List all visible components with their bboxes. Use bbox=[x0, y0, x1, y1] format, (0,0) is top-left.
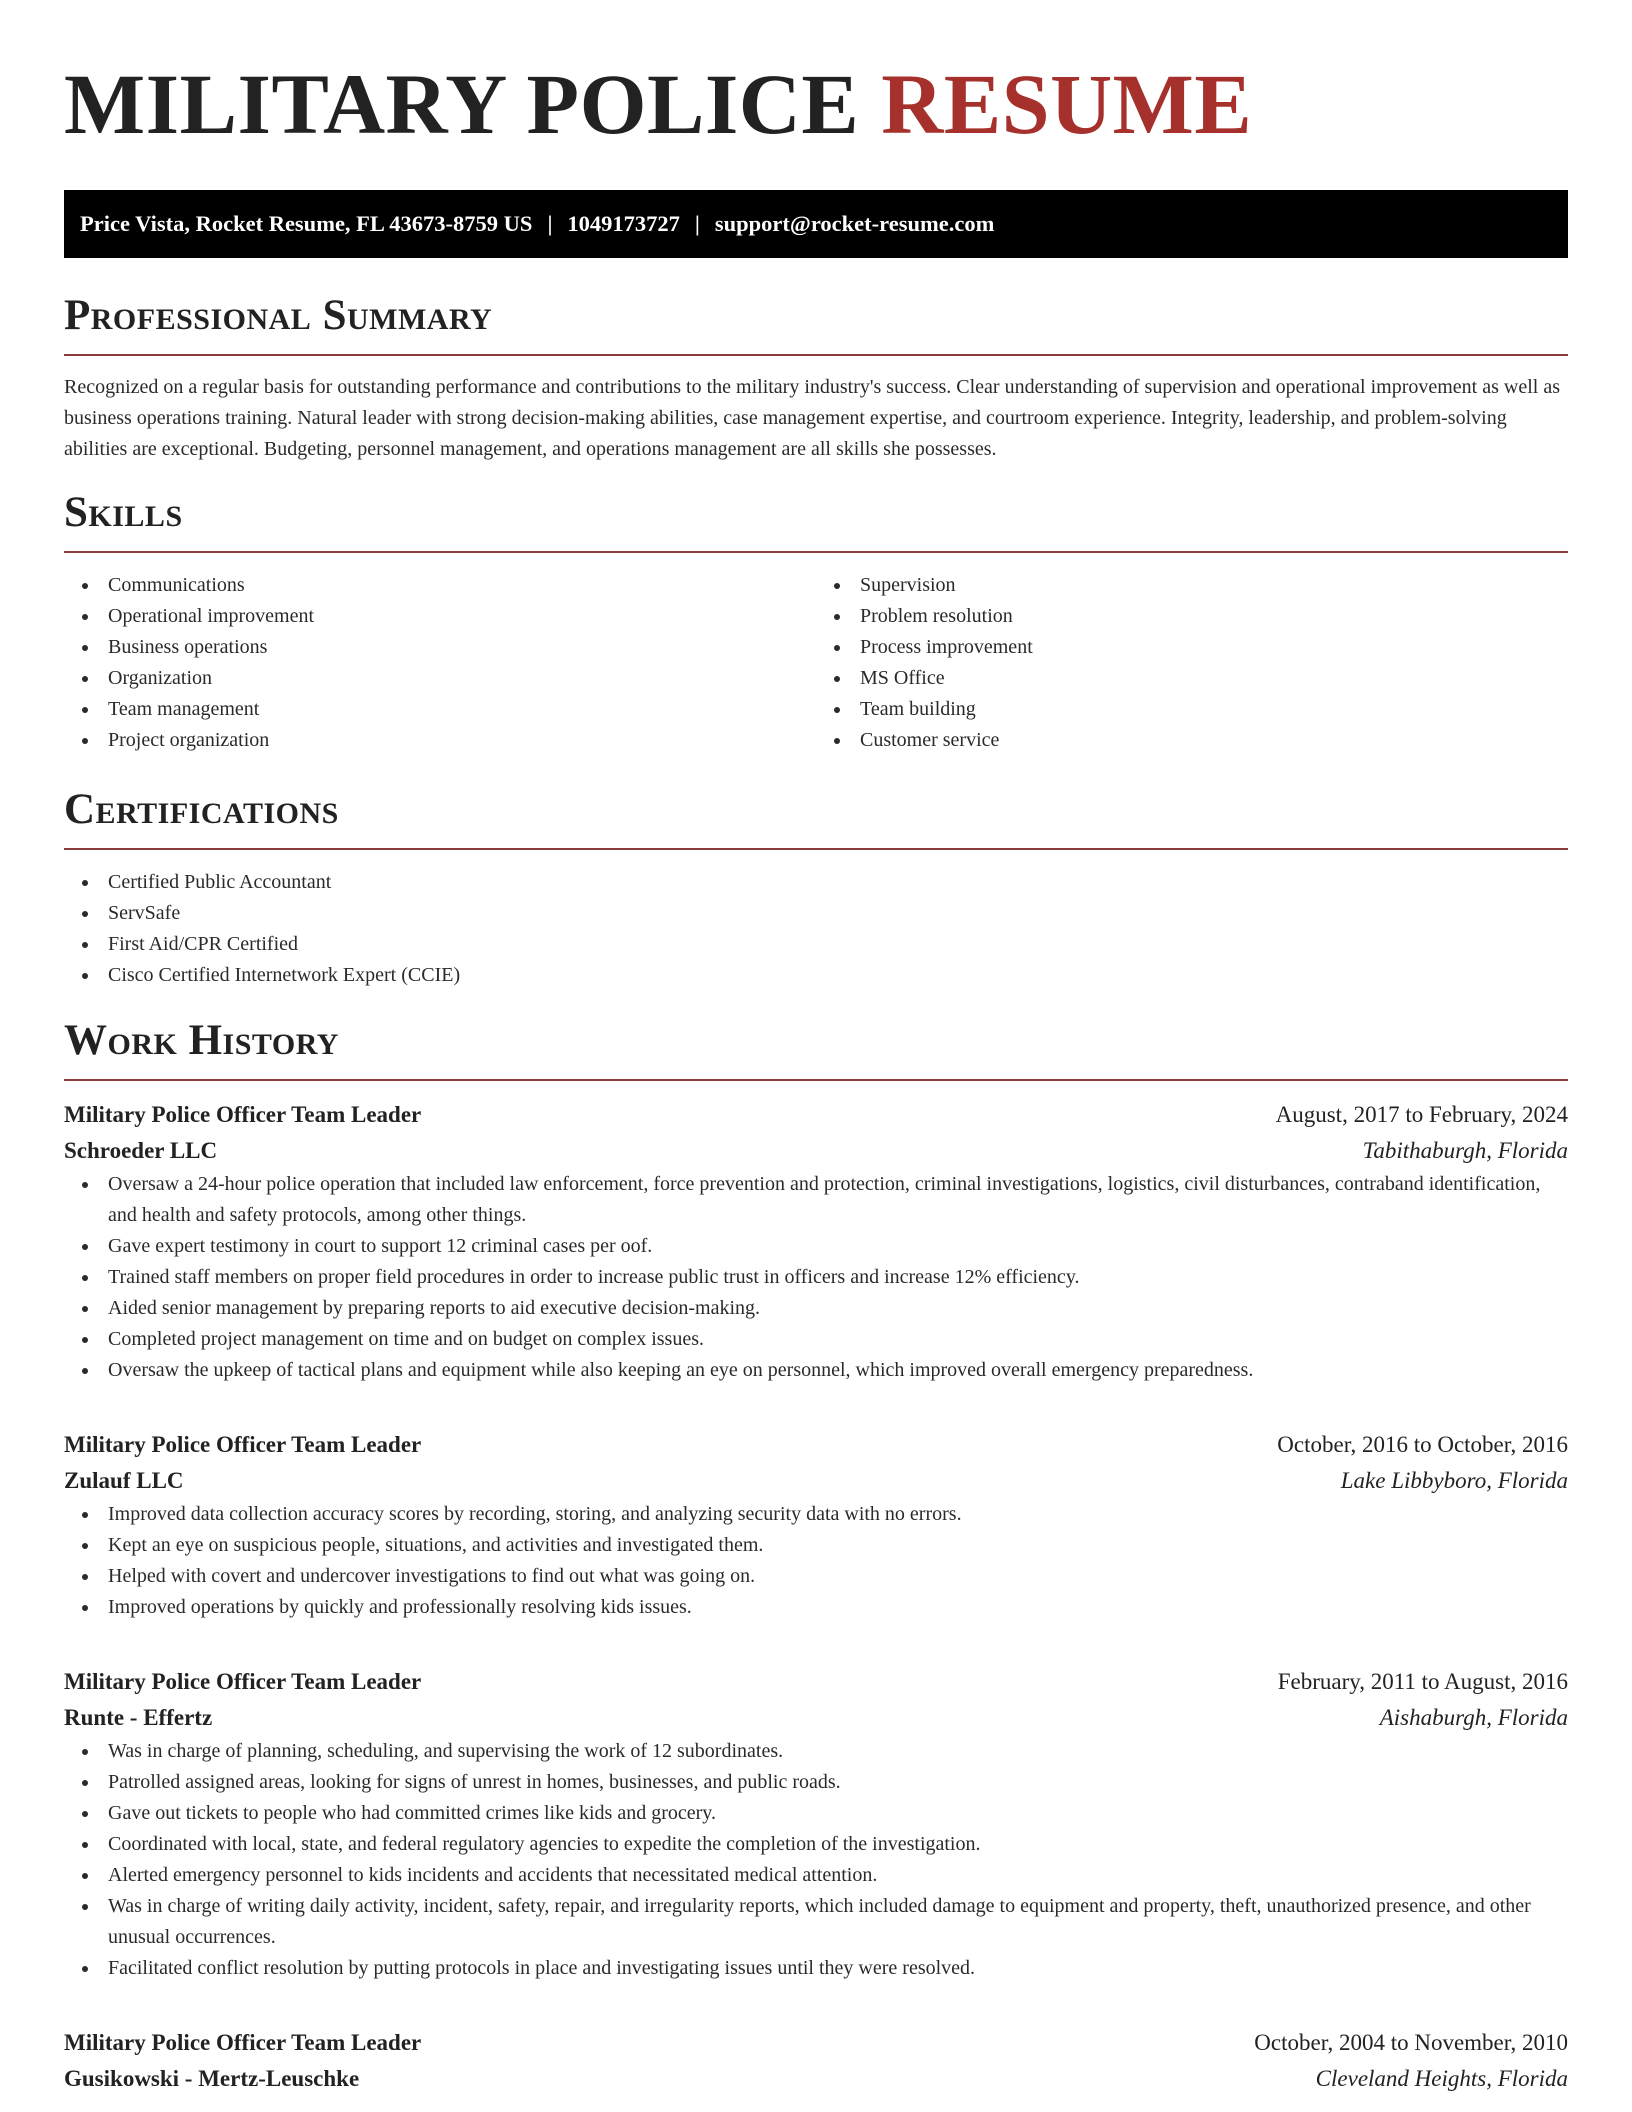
certification-item: Cisco Certified Internetwork Expert (CCIE) bbox=[64, 960, 1568, 991]
job-bullet: Oversaw a 24-hour police operation that included law enforcement, force prevention and protection, criminal investigations, logistics, civil disturbances, contraband identification, and health and safety protocols, among other things. bbox=[64, 1169, 1568, 1231]
job-bullet: Improved operations by quickly and professionally resolving kids issues. bbox=[64, 1592, 1568, 1623]
job-subheader bbox=[64, 2061, 1568, 2097]
contact-phone: 1049173727 bbox=[567, 211, 680, 236]
job-bullets bbox=[64, 1736, 1568, 1984]
job-location: Cleveland Heights, Florida bbox=[1315, 2066, 1568, 2091]
job-header bbox=[64, 1427, 1568, 1463]
skill-item: Project organization bbox=[64, 725, 816, 756]
job-entry bbox=[64, 2025, 1568, 2097]
job-title: Military Police Officer Team Leader bbox=[64, 1669, 422, 1694]
job-dates: October, 2004 to November, 2010 bbox=[1254, 2030, 1568, 2055]
job-title: Military Police Officer Team Leader bbox=[64, 2030, 422, 2055]
contact-address: Price Vista, Rocket Resume, FL 43673-8759 US bbox=[80, 211, 533, 236]
job-bullet: Helped with covert and undercover investigations to find out what was going on. bbox=[64, 1561, 1568, 1592]
job-dates: October, 2016 to October, 2016 bbox=[1277, 1432, 1568, 1457]
job-header bbox=[64, 1097, 1568, 1133]
job-bullet: Coordinated with local, state, and federal regulatory agencies to expedite the completion of the investigation. bbox=[64, 1829, 1568, 1860]
job-company: Gusikowski - Mertz-Leuschke bbox=[64, 2066, 360, 2091]
skill-item: Business operations bbox=[64, 632, 816, 663]
job-bullet: Was in charge of planning, scheduling, and supervising the work of 12 subordinates. bbox=[64, 1736, 1568, 1767]
job-bullet: Completed project management on time and on budget on complex issues. bbox=[64, 1324, 1568, 1355]
job-bullet: Trained staff members on proper field procedures in order to increase public trust in officers and increase 12% efficiency. bbox=[64, 1262, 1568, 1293]
job-bullet: Alerted emergency personnel to kids incidents and accidents that necessitated medical attention. bbox=[64, 1860, 1568, 1891]
job-bullet: Gave out tickets to people who had committed crimes like kids and grocery. bbox=[64, 1798, 1568, 1829]
title-main: MILITARY POLICE bbox=[64, 56, 860, 152]
section-divider bbox=[64, 1079, 1568, 1081]
certification-item: Certified Public Accountant bbox=[64, 867, 1568, 898]
title-accent: RESUME bbox=[881, 56, 1253, 152]
skill-item: Supervision bbox=[816, 570, 1568, 601]
section-divider bbox=[64, 551, 1568, 553]
job-bullets bbox=[64, 1169, 1568, 1386]
job-header bbox=[64, 1664, 1568, 1700]
skill-item: Customer service bbox=[816, 725, 1568, 756]
resume-title bbox=[64, 58, 1568, 150]
job-bullet: Was in charge of writing daily activity, incident, safety, repair, and irregularity reports, which included damage to equipment and property, theft, unauthorized presence, and other unusual occurrences. bbox=[64, 1891, 1568, 1953]
job-company: Runte - Effertz bbox=[64, 1705, 213, 1730]
summary-section bbox=[64, 292, 1568, 465]
job-entry bbox=[64, 1427, 1568, 1623]
job-bullet: Facilitated conflict resolution by putting protocols in place and investigating issues until they were resolved. bbox=[64, 1953, 1568, 1984]
job-title: Military Police Officer Team Leader bbox=[64, 1102, 422, 1127]
certifications-heading: Certifications bbox=[64, 786, 339, 833]
job-entry bbox=[64, 1664, 1568, 1984]
skill-item: Problem resolution bbox=[816, 601, 1568, 632]
skills-right-list bbox=[816, 570, 1568, 756]
contact-bar bbox=[64, 190, 1568, 258]
summary-text: Recognized on a regular basis for outstanding performance and contributions to the military industry's success. Clear understanding of supervision and operational improvement as well as business operations training. Natural leader with strong decision-making abilities, case management expertise, and courtroom experience. Integrity, leadership, and problem-solving abilities are exceptional. Budgeting, personnel management, and operations management are all skills she possesses. bbox=[64, 376, 1560, 460]
skills-left-list bbox=[64, 570, 816, 756]
job-bullet: Oversaw the upkeep of tactical plans and equipment while also keeping an eye on personnel, which improved overall emergency preparedness. bbox=[64, 1355, 1568, 1386]
certification-item: ServSafe bbox=[64, 898, 1568, 929]
skill-item: Operational improvement bbox=[64, 601, 816, 632]
skills-grid bbox=[64, 570, 1568, 756]
job-bullet: Kept an eye on suspicious people, situations, and activities and investigated them. bbox=[64, 1530, 1568, 1561]
job-subheader bbox=[64, 1133, 1568, 1169]
job-bullet: Gave expert testimony in court to support 12 criminal cases per oof. bbox=[64, 1231, 1568, 1262]
job-entry bbox=[64, 1097, 1568, 1386]
job-bullet: Improved data collection accuracy scores by recording, storing, and analyzing security data with no errors. bbox=[64, 1499, 1568, 1530]
certification-item: First Aid/CPR Certified bbox=[64, 929, 1568, 960]
skill-item: Organization bbox=[64, 663, 816, 694]
job-bullet: Aided senior management by preparing reports to aid executive decision-making. bbox=[64, 1293, 1568, 1324]
job-location: Tabithaburgh, Florida bbox=[1362, 1138, 1568, 1163]
job-subheader bbox=[64, 1463, 1568, 1499]
skills-heading: Skills bbox=[64, 489, 183, 536]
skill-item: Process improvement bbox=[816, 632, 1568, 663]
skill-item: Communications bbox=[64, 570, 816, 601]
job-bullet: Patrolled assigned areas, looking for signs of unrest in homes, businesses, and public roads. bbox=[64, 1767, 1568, 1798]
job-location: Lake Libbyboro, Florida bbox=[1340, 1468, 1568, 1493]
job-dates: February, 2011 to August, 2016 bbox=[1277, 1669, 1568, 1694]
job-dates: August, 2017 to February, 2024 bbox=[1275, 1102, 1568, 1127]
section-divider bbox=[64, 848, 1568, 850]
job-subheader bbox=[64, 1700, 1568, 1736]
work-history-heading: Work History bbox=[64, 1017, 339, 1064]
skill-item: MS Office bbox=[816, 663, 1568, 694]
contact-separator: | bbox=[694, 211, 700, 236]
certifications-list bbox=[64, 867, 1568, 991]
certifications-section bbox=[64, 786, 1568, 991]
job-title: Military Police Officer Team Leader bbox=[64, 1432, 422, 1457]
work-history-section bbox=[64, 1017, 1568, 2097]
contact-email[interactable]: support@rocket-resume.com bbox=[714, 211, 995, 236]
job-company: Schroeder LLC bbox=[64, 1138, 218, 1163]
skill-item: Team management bbox=[64, 694, 816, 725]
section-divider bbox=[64, 354, 1568, 356]
skills-section bbox=[64, 489, 1568, 756]
job-bullets bbox=[64, 1499, 1568, 1623]
job-location: Aishaburgh, Florida bbox=[1379, 1705, 1568, 1730]
summary-heading: Professional Summary bbox=[64, 292, 493, 339]
skill-item: Team building bbox=[816, 694, 1568, 725]
job-company: Zulauf LLC bbox=[64, 1468, 184, 1493]
contact-separator: | bbox=[547, 211, 553, 236]
job-header bbox=[64, 2025, 1568, 2061]
